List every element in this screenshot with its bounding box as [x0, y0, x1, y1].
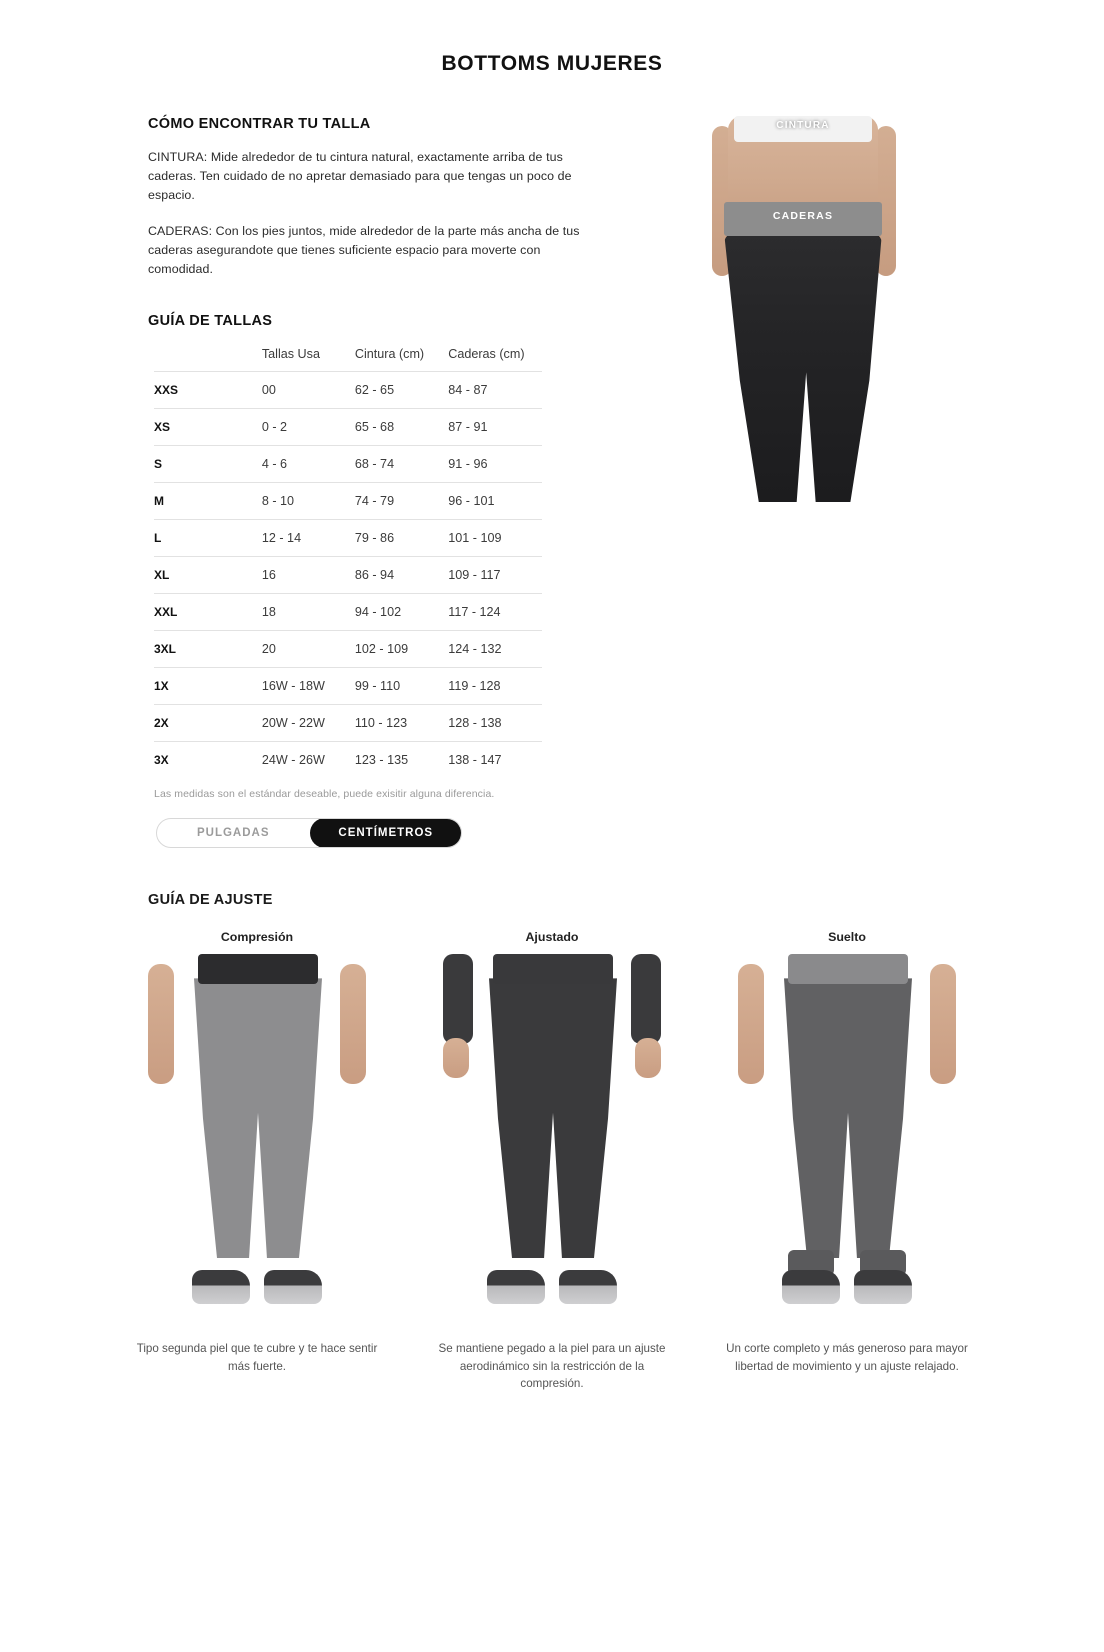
cell-usa: 20 [262, 631, 355, 668]
fit-figure-fitted [437, 954, 667, 1326]
cell-hips: 84 - 87 [448, 372, 542, 409]
cell-usa: 00 [262, 372, 355, 409]
cell-size: XS [154, 409, 262, 446]
cell-hips: 91 - 96 [448, 446, 542, 483]
cell-size: 1X [154, 668, 262, 705]
fit-guide-heading: GUÍA DE AJUSTE [148, 892, 273, 909]
fit-figure-loose [732, 954, 962, 1326]
left-column [0, 116, 600, 848]
fit-card-title: Ajustado [525, 930, 579, 945]
cell-hips: 119 - 128 [448, 668, 542, 705]
cell-usa: 4 - 6 [262, 446, 355, 483]
table-row [154, 483, 542, 520]
col-waist: Cintura (cm) [354, 347, 425, 362]
cell-waist: 123 - 135 [355, 742, 448, 779]
size-table-head [154, 343, 542, 372]
cell-usa: 0 - 2 [262, 409, 355, 446]
cell-waist: 62 - 65 [355, 372, 448, 409]
fit-card-compression [118, 930, 396, 1392]
how-to-heading: CÓMO ENCONTRAR TU TALLA [148, 116, 371, 132]
cell-waist: 68 - 74 [355, 446, 448, 483]
cell-waist: 110 - 123 [355, 705, 448, 742]
cell-hips: 96 - 101 [448, 483, 542, 520]
model-sleeve-right [631, 954, 661, 1044]
cell-waist: 94 - 102 [355, 594, 448, 631]
model-hand-left [443, 1038, 469, 1078]
cell-size: 3X [154, 742, 262, 779]
cell-size: 3XL [154, 631, 262, 668]
cell-size: L [154, 520, 262, 557]
page-title: BOTTOMS MUJERES [441, 52, 663, 75]
cell-usa: 8 - 10 [262, 483, 355, 520]
cell-usa: 12 - 14 [262, 520, 355, 557]
model-arm-left [148, 964, 174, 1084]
size-table [154, 343, 542, 778]
table-row [154, 409, 542, 446]
shoe-left [487, 1270, 545, 1304]
fit-card-caption: Se mantiene pegado a la piel para un ajuste aerodinámico sin la restricción de la compresión. [438, 1342, 666, 1391]
cell-size: S [154, 446, 262, 483]
fit-card-title: Suelto [828, 930, 866, 945]
cell-usa: 20W - 22W [262, 705, 355, 742]
table-row [154, 446, 542, 483]
fit-card-loose [708, 930, 986, 1392]
col-hips: Caderas (cm) [448, 347, 525, 362]
waistband-graphic [788, 954, 908, 984]
cell-hips: 117 - 124 [448, 594, 542, 631]
unit-option-centimeters[interactable]: CENTÍMETROS [310, 818, 463, 848]
cell-hips: 128 - 138 [448, 705, 542, 742]
cell-hips: 138 - 147 [448, 742, 542, 779]
cell-usa: 18 [262, 594, 355, 631]
shoe-right [264, 1270, 322, 1304]
pants-graphic [489, 978, 617, 1258]
cell-size: XXS [154, 372, 262, 409]
cell-waist: 86 - 94 [355, 557, 448, 594]
measurement-disclaimer: Las medidas son el estándar deseable, puede exisitir alguna diferencia. [154, 788, 495, 801]
fit-card-fitted [413, 930, 691, 1392]
size-chart-page [0, 52, 1104, 1652]
cell-waist: 74 - 79 [355, 483, 448, 520]
table-header-row [154, 343, 542, 372]
pants-graphic [784, 978, 912, 1258]
fit-card-caption: Un corte completo y más generoso para mayor libertad de movimiento y un ajuste relajado. [726, 1342, 968, 1373]
measurement-diagram-image [690, 116, 920, 506]
cell-waist: 65 - 68 [355, 409, 448, 446]
table-row [154, 631, 542, 668]
table-row [154, 668, 542, 705]
cell-waist: 102 - 109 [355, 631, 448, 668]
waistband-graphic [493, 954, 613, 984]
fit-figure-compression [142, 954, 372, 1326]
how-to-paragraph-waist: CINTURA: Mide alrededor de tu cintura natural, exactamente arriba de tus caderas. Ten cuidado de no apretar demasiado para que tengas un poco de espacio. [148, 150, 572, 203]
cell-size: XL [154, 557, 262, 594]
how-to-paragraph-hips: CADERAS: Con los pies juntos, mide alrededor de la parte más ancha de tus caderas asegurandote que tienes suficiente espacio para moverte con comodidad. [148, 223, 580, 277]
unit-toggle[interactable] [156, 818, 462, 848]
size-guide-heading: GUÍA DE TALLAS [148, 313, 273, 330]
col-usa: Tallas Usa [261, 347, 320, 362]
model-arm-right [340, 964, 366, 1084]
unit-option-inches[interactable]: PULGADAS [196, 827, 270, 840]
hips-callout-label: CADERAS [772, 210, 834, 222]
cell-size: 2X [154, 705, 262, 742]
table-row [154, 557, 542, 594]
cell-usa: 24W - 26W [262, 742, 355, 779]
cell-size: XXL [154, 594, 262, 631]
cell-hips: 124 - 132 [448, 631, 542, 668]
cell-usa: 16 [262, 557, 355, 594]
size-table-body [154, 372, 542, 779]
cell-hips: 109 - 117 [448, 557, 542, 594]
model-hand-right [635, 1038, 661, 1078]
cell-hips: 101 - 109 [448, 520, 542, 557]
col-size [154, 343, 262, 372]
shoe-right [559, 1270, 617, 1304]
model-sleeve-left [443, 954, 473, 1044]
cell-hips: 87 - 91 [448, 409, 542, 446]
waist-callout-label: CINTURA [776, 120, 830, 131]
table-row [154, 594, 542, 631]
model-arm-left [738, 964, 764, 1084]
shoe-left [192, 1270, 250, 1304]
right-column [600, 116, 1104, 516]
cell-waist: 99 - 110 [355, 668, 448, 705]
shoe-right [854, 1270, 912, 1304]
model-arm-right [930, 964, 956, 1084]
table-row [154, 705, 542, 742]
model-leggings [724, 232, 882, 502]
table-row [154, 520, 542, 557]
top-section [0, 116, 1104, 848]
cell-usa: 16W - 18W [262, 668, 355, 705]
shoe-left [782, 1270, 840, 1304]
table-row [154, 742, 542, 779]
fit-guide-row [0, 930, 1104, 1392]
waistband-graphic [198, 954, 318, 984]
table-row [154, 372, 542, 409]
cell-waist: 79 - 86 [355, 520, 448, 557]
fit-card-title: Compresión [220, 930, 294, 945]
pants-graphic [194, 978, 322, 1258]
cell-size: M [154, 483, 262, 520]
fit-card-caption: Tipo segunda piel que te cubre y te hace sentir más fuerte. [136, 1342, 378, 1373]
